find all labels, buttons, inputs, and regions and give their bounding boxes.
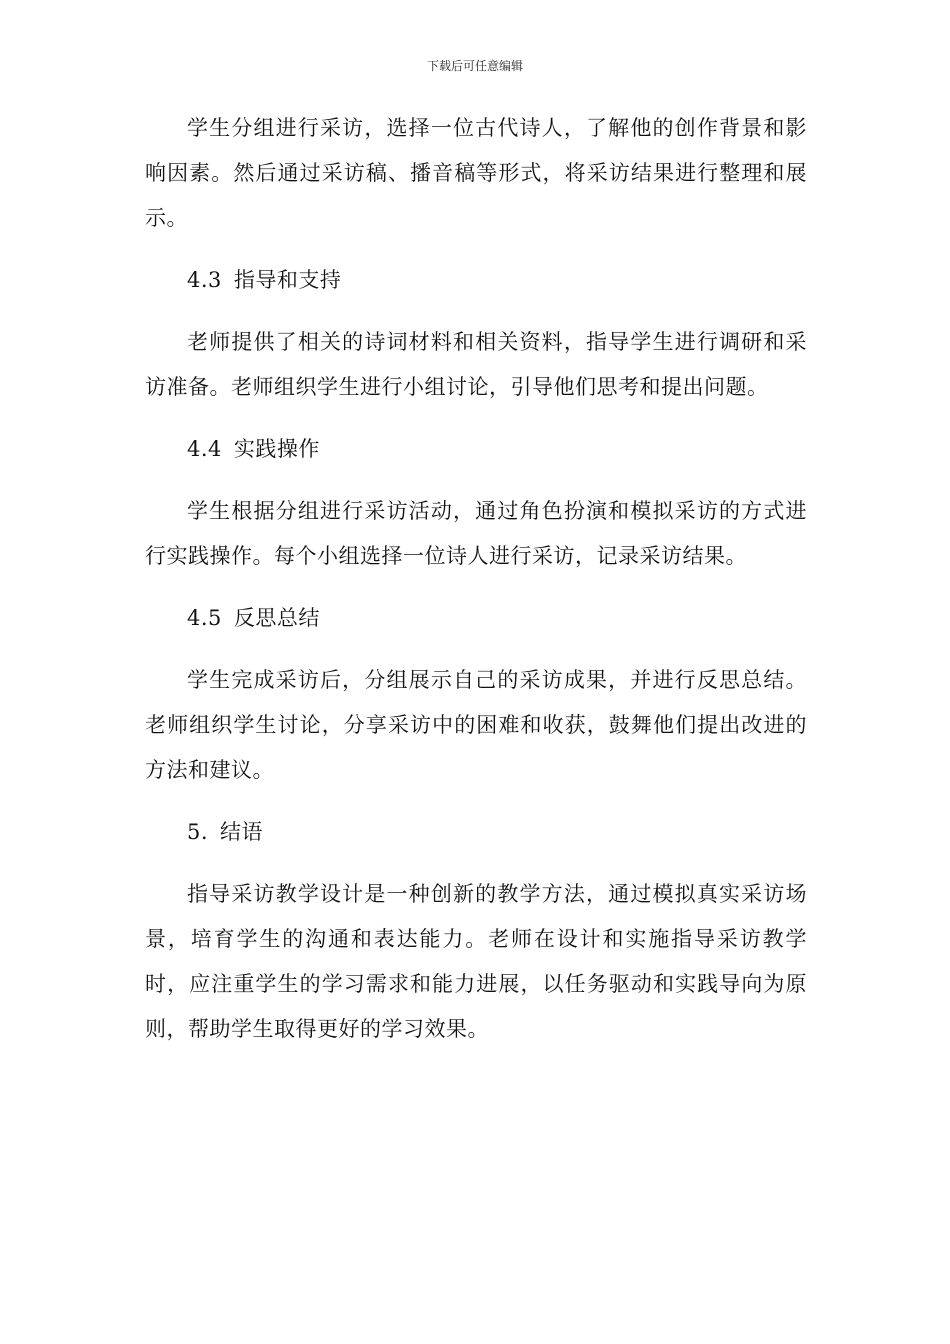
section-number: 5. <box>187 820 209 844</box>
section-title: 结语 <box>220 820 264 844</box>
paragraph-conclusion: 指导采访教学设计是一种创新的教学方法，通过模拟真实采访场景，培育学生的沟通和表达能力。老师在设计和实施指导采访教学时，应注重学生的学习需求和能力进展，以任务驱动和实践导向为原则，帮助学生取得更好的学习效果。 <box>145 882 807 1041</box>
section-number: 4.3 <box>187 268 222 292</box>
paragraph-practice: 学生根据分组进行采访活动，通过角色扮演和模拟采访的方式进行实践操作。每个小组选择一位诗人进行采访，记录采访结果。 <box>145 499 807 568</box>
document-body <box>145 106 807 1075</box>
section-title: 反思总结 <box>233 606 320 630</box>
paragraph-reflection: 学生完成采访后，分组展示自己的采访成果，并进行反思总结。老师组织学生讨论，分享采访中的困难和收获，鼓舞他们提出改进的方法和建议。 <box>145 668 807 782</box>
section-title: 实践操作 <box>233 437 320 461</box>
section-heading-4-5 <box>145 596 807 641</box>
section-number: 4.5 <box>187 606 222 630</box>
paragraph-interview-grouping: 学生分组进行采访，选择一位古代诗人，了解他的创作背景和影响因素。然后通过采访稿、播音稿等形式，将采访结果进行整理和展示。 <box>145 116 807 230</box>
section-title: 指导和支持 <box>233 268 342 292</box>
section-number: 4.4 <box>187 437 222 461</box>
section-heading-5 <box>145 810 807 855</box>
section-heading-4-4 <box>145 427 807 472</box>
page-header: 下载后可任意编辑 <box>426 59 523 73</box>
paragraph-guidance-support: 老师提供了相关的诗词材料和相关资料，指导学生进行调研和采访准备。老师组织学生进行小组讨论，引导他们思考和提出问题。 <box>145 330 807 399</box>
section-heading-4-3 <box>145 258 807 303</box>
